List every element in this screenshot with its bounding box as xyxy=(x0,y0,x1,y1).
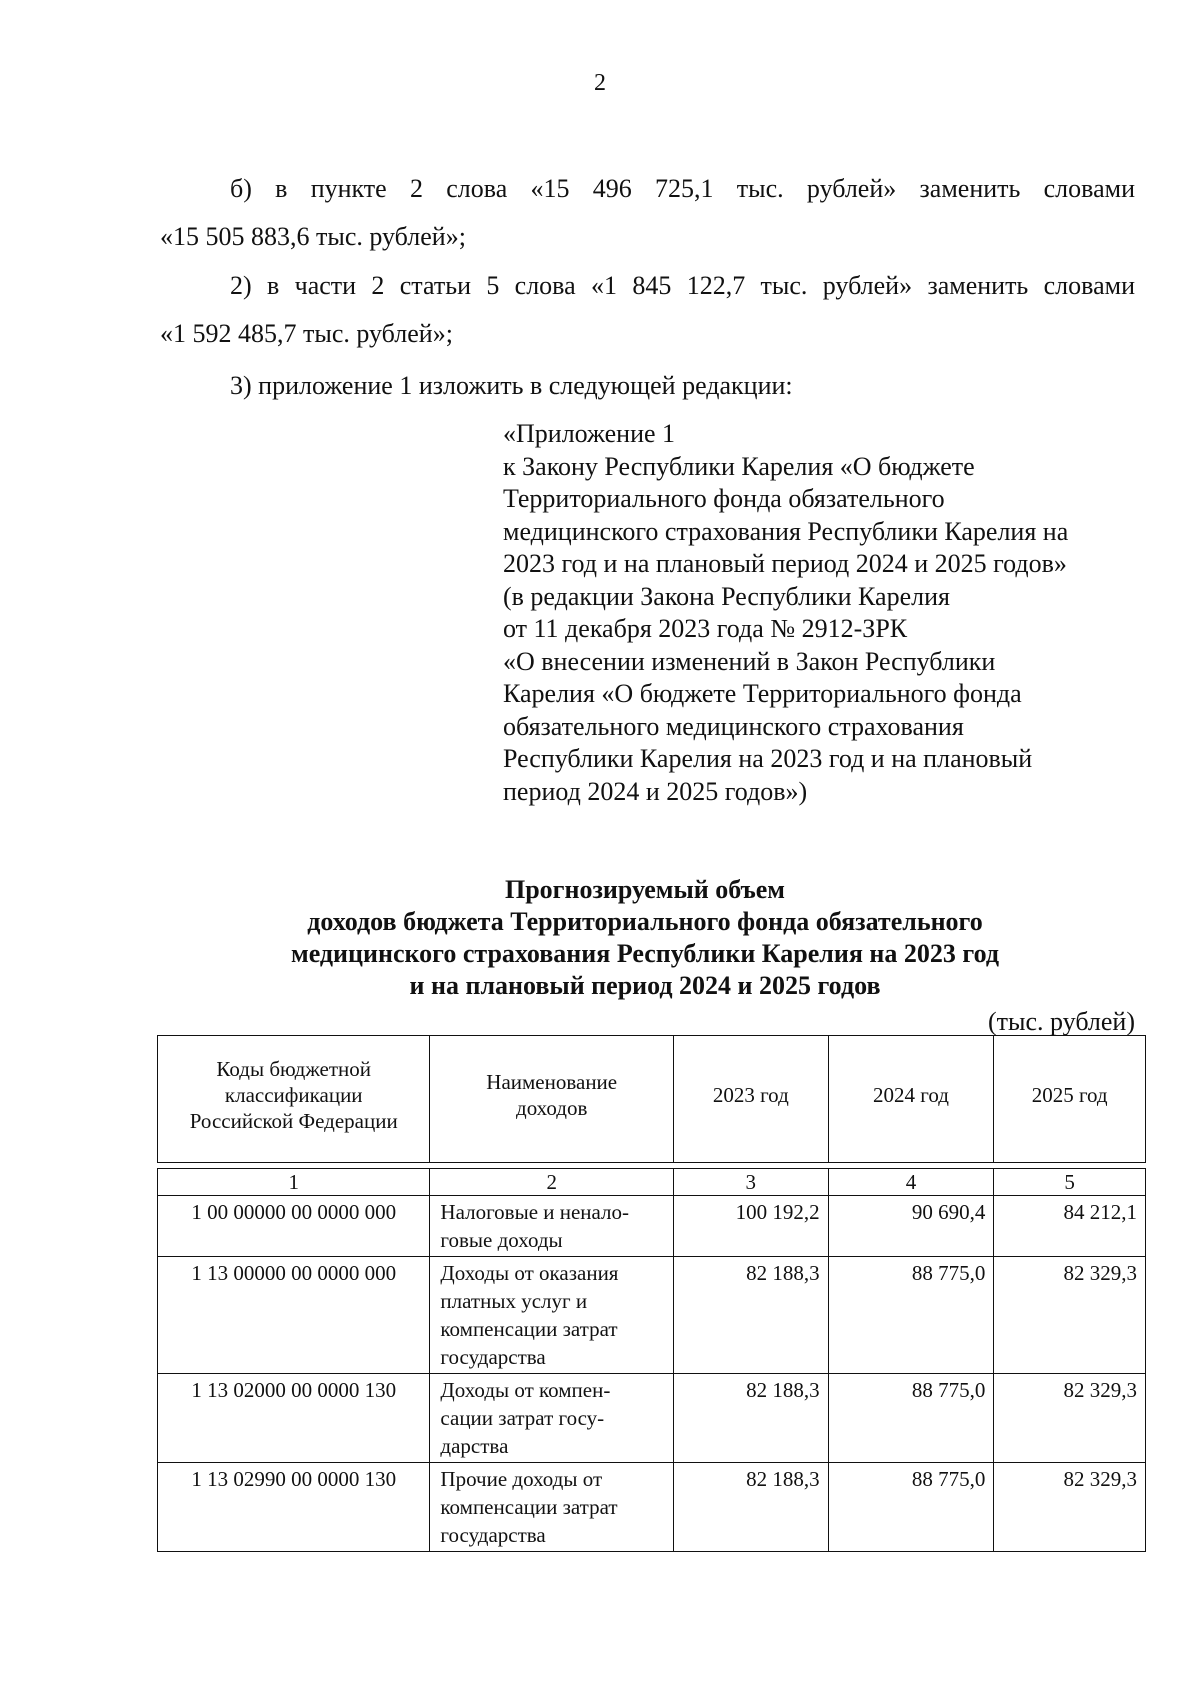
column-number: 3 xyxy=(674,1169,829,1195)
value-2024: 88 775,0 xyxy=(829,1463,995,1551)
appendix-header xyxy=(503,418,1153,808)
name-line: платных услуг и xyxy=(440,1289,588,1313)
name-line: сации затрат госу- xyxy=(440,1406,605,1430)
paragraph-line: «15 505 883,6 тыс. рублей»; xyxy=(160,222,466,251)
name-line: Доходы от оказания xyxy=(440,1261,619,1285)
appendix-line: от 11 декабря 2023 года № 2912-ЗРК xyxy=(503,614,908,643)
appendix-line: (в редакции Закона Республики Карелия xyxy=(503,581,950,611)
appendix-line: медицинского страхования Республики Карелия на xyxy=(503,516,1069,546)
value-2023: 82 188,3 xyxy=(674,1257,829,1373)
name-line: дарства xyxy=(440,1434,509,1458)
value-2024: 90 690,4 xyxy=(829,1196,995,1256)
name-line: компенсации затрат xyxy=(440,1495,618,1519)
paragraph-line: 3) приложение 1 изложить в следующей редакции: xyxy=(230,371,793,400)
appendix-line: Территориального фонда обязательного xyxy=(503,484,945,513)
paragraph-amendment-3 xyxy=(160,362,1135,410)
code-cell: 1 00 00000 00 0000 000 xyxy=(158,1196,430,1256)
title-line: и на плановый период 2024 и 2025 годов xyxy=(409,971,881,1000)
table-header xyxy=(157,1035,1146,1163)
value-2025: 82 329,3 xyxy=(1063,1467,1138,1491)
column-number-row xyxy=(158,1169,1145,1196)
appendix-line: период 2024 и 2025 годов») xyxy=(503,776,808,806)
appendix-line: к Закону Республики Карелия «О бюджете xyxy=(503,451,975,481)
appendix-line: «Приложение 1 xyxy=(503,419,676,448)
name-cell xyxy=(430,1196,674,1256)
header-2024: 2024 год xyxy=(829,1036,995,1162)
title-line: медицинского страхования Республики Карелия на 2023 год xyxy=(291,939,999,968)
paragraph-amendment-b xyxy=(160,165,1135,261)
header-2023: 2023 год xyxy=(674,1036,829,1162)
header-codes-line: классификации xyxy=(224,1083,363,1107)
unit-label: (тыс. рублей) xyxy=(987,1007,1135,1036)
header-codes-line: Коды бюджетной xyxy=(216,1057,372,1081)
name-line: Доходы от компен- xyxy=(440,1378,611,1402)
header-name xyxy=(430,1036,674,1162)
paragraph-amendment-2 xyxy=(160,262,1135,358)
table-row xyxy=(158,1257,1145,1374)
name-line: государства xyxy=(440,1523,546,1547)
name-line: говые доходы xyxy=(440,1228,563,1252)
appendix-line: Карелия «О бюджете Территориального фонда xyxy=(503,679,1022,708)
code-cell: 1 13 02990 00 0000 130 xyxy=(158,1463,430,1551)
name-line: государства xyxy=(440,1345,546,1369)
paragraph-line: б) в пункте 2 слова «15 496 725,1 тыс. рублей» заменить словами xyxy=(230,174,1135,203)
title-line: Прогнозируемый объем xyxy=(504,875,785,904)
appendix-line: «О внесении изменений в Закон Республики xyxy=(503,646,996,676)
column-number: 4 xyxy=(829,1169,995,1195)
header-codes xyxy=(158,1036,430,1162)
header-name-line: Наименование xyxy=(486,1070,618,1094)
name-line: Налоговые и ненало- xyxy=(440,1200,630,1224)
page-number: 2 xyxy=(594,70,606,96)
paragraph-line: «1 592 485,7 тыс. рублей»; xyxy=(160,319,453,348)
table-body xyxy=(157,1168,1146,1552)
column-number: 1 xyxy=(158,1169,430,1195)
value-2025: 82 329,3 xyxy=(1063,1378,1138,1402)
code-cell: 1 13 00000 00 0000 000 xyxy=(158,1257,430,1373)
name-cell xyxy=(430,1374,674,1462)
header-name-line: доходов xyxy=(516,1096,588,1120)
code-cell: 1 13 02000 00 0000 130 xyxy=(158,1374,430,1462)
value-2025: 84 212,1 xyxy=(1063,1200,1138,1224)
value-2024: 88 775,0 xyxy=(829,1257,995,1373)
header-2025: 2025 год xyxy=(1031,1083,1108,1107)
title-line: доходов бюджета Территориального фонда обязательного xyxy=(307,907,983,936)
appendix-line: обязательного медицинского страхования xyxy=(503,711,964,741)
table-row xyxy=(158,1196,1145,1257)
appendix-line: 2023 год и на плановый период 2024 и 2025 годов» xyxy=(503,549,1067,578)
table-row xyxy=(158,1463,1145,1551)
column-number: 5 xyxy=(1064,1170,1075,1194)
value-2025: 82 329,3 xyxy=(1063,1261,1138,1285)
value-2024: 88 775,0 xyxy=(829,1374,995,1462)
name-line: Прочие доходы от xyxy=(440,1467,603,1491)
table-title xyxy=(0,874,1200,1002)
value-2023: 82 188,3 xyxy=(674,1374,829,1462)
header-codes-line: Российской Федерации xyxy=(189,1109,398,1133)
name-cell xyxy=(430,1257,674,1373)
appendix-line: Республики Карелия на 2023 год и на плановый xyxy=(503,744,1033,773)
value-2023: 82 188,3 xyxy=(674,1463,829,1551)
name-line: компенсации затрат xyxy=(440,1317,618,1341)
paragraph-line: 2) в части 2 статьи 5 слова «1 845 122,7 тыс. рублей» заменить словами xyxy=(230,271,1135,300)
name-cell xyxy=(430,1463,674,1551)
table-row xyxy=(158,1374,1145,1463)
column-number: 2 xyxy=(430,1169,674,1195)
value-2023: 100 192,2 xyxy=(674,1196,829,1256)
